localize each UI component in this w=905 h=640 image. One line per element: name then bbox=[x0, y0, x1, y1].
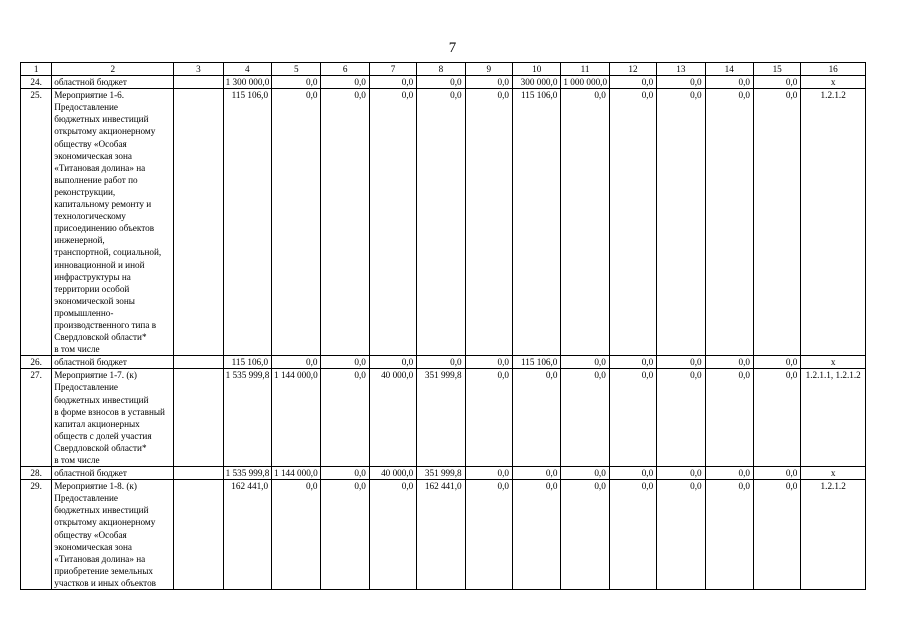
cell-col4: 115 106,0 bbox=[223, 89, 271, 356]
cell-col4: 1 535 999,8 bbox=[223, 467, 271, 480]
cell-col9: 0,0 bbox=[465, 89, 512, 356]
cell-col11: 0,0 bbox=[561, 480, 609, 590]
header-cell: 12 bbox=[609, 63, 656, 76]
cell-col10: 300 000,0 bbox=[513, 76, 561, 89]
table-row bbox=[21, 369, 866, 467]
cell-col5: 1 144 000,0 bbox=[272, 467, 321, 480]
row-number: 24. bbox=[21, 76, 52, 89]
header-cell: 7 bbox=[369, 63, 416, 76]
cell-col11: 0,0 bbox=[561, 89, 609, 356]
cell-col12: 0,0 bbox=[609, 369, 656, 467]
row-name bbox=[52, 76, 174, 89]
cell-col11: 0,0 bbox=[561, 369, 609, 467]
cell-col10: 0,0 bbox=[513, 467, 561, 480]
cell-col11: 1 000 000,0 bbox=[561, 76, 609, 89]
header-cell: 1 bbox=[21, 63, 52, 76]
cell-col16: 1.2.1.2 bbox=[801, 89, 866, 356]
cell-col5: 0,0 bbox=[272, 89, 321, 356]
row-number: 27. bbox=[21, 369, 52, 467]
header-cell: 6 bbox=[321, 63, 369, 76]
cell-col4: 1 300 000,0 bbox=[223, 76, 271, 89]
cell-col7: 0,0 bbox=[369, 480, 416, 590]
row-name-text: областной бюджет bbox=[54, 468, 127, 479]
cell-col5: 0,0 bbox=[272, 480, 321, 590]
cell-col10: 0,0 bbox=[513, 369, 561, 467]
cell-col15: 0,0 bbox=[753, 89, 800, 356]
cell-col3 bbox=[174, 480, 223, 590]
cell-col13: 0,0 bbox=[657, 480, 705, 590]
cell-col12: 0,0 bbox=[609, 467, 656, 480]
cell-col13: 0,0 bbox=[657, 76, 705, 89]
cell-col15: 0,0 bbox=[753, 369, 800, 467]
cell-col15: 0,0 bbox=[753, 467, 800, 480]
cell-col14: 0,0 bbox=[705, 89, 753, 356]
cell-col13: 0,0 bbox=[657, 467, 705, 480]
header-cell: 10 bbox=[513, 63, 561, 76]
cell-col6: 0,0 bbox=[321, 356, 369, 369]
cell-col10: 115 106,0 bbox=[513, 356, 561, 369]
table-row bbox=[21, 89, 866, 356]
cell-col15: 0,0 bbox=[753, 76, 800, 89]
table-row bbox=[21, 467, 866, 480]
row-name bbox=[52, 480, 174, 590]
cell-col8: 0,0 bbox=[417, 76, 465, 89]
cell-col5: 0,0 bbox=[272, 76, 321, 89]
row-name-text: Мероприятие 1-7. (к) Предоставление бюджетных инвестиций в форме взносов в уставный капитал акционерных обществ с долей участия Свердловской области* в том числе bbox=[54, 370, 165, 465]
cell-col16: x bbox=[801, 356, 866, 369]
header-cell: 14 bbox=[705, 63, 753, 76]
cell-col3 bbox=[174, 356, 223, 369]
cell-col8: 0,0 bbox=[417, 356, 465, 369]
cell-col13: 0,0 bbox=[657, 369, 705, 467]
cell-col13: 0,0 bbox=[657, 89, 705, 356]
cell-col6: 0,0 bbox=[321, 76, 369, 89]
row-name bbox=[52, 89, 174, 356]
header-cell: 16 bbox=[801, 63, 866, 76]
header-cell: 15 bbox=[753, 63, 800, 76]
cell-col8: 351 999,8 bbox=[417, 467, 465, 480]
cell-col4: 1 535 999,8 bbox=[223, 369, 271, 467]
cell-col13: 0,0 bbox=[657, 356, 705, 369]
cell-col15: 0,0 bbox=[753, 356, 800, 369]
cell-col15: 0,0 bbox=[753, 480, 800, 590]
cell-col14: 0,0 bbox=[705, 480, 753, 590]
cell-col16: x bbox=[801, 467, 866, 480]
row-name bbox=[52, 467, 174, 480]
cell-col7: 0,0 bbox=[369, 76, 416, 89]
cell-col7: 0,0 bbox=[369, 89, 416, 356]
cell-col9: 0,0 bbox=[465, 76, 512, 89]
header-cell: 11 bbox=[561, 63, 609, 76]
cell-col9: 0,0 bbox=[465, 467, 512, 480]
cell-col3 bbox=[174, 89, 223, 356]
row-name-text: областной бюджет bbox=[54, 357, 127, 368]
budget-table bbox=[20, 62, 866, 590]
cell-col8: 0,0 bbox=[417, 89, 465, 356]
cell-col12: 0,0 bbox=[609, 356, 656, 369]
cell-col14: 0,0 bbox=[705, 467, 753, 480]
cell-col12: 0,0 bbox=[609, 480, 656, 590]
row-name-text: Мероприятие 1-6. Предоставление бюджетных инвестиций открытому акционерному обществу «Особая экономическая зона «Титановая долина» на выполнение работ по реконструкции, капитальному ремонту и технологическому присоединению объектов инженерной, транспортной, социальной, инновационной и иной инфраструктуры на территории особой экономической зоны промышленно- производственного типа в Свердловской области* в том числе bbox=[54, 90, 162, 355]
cell-col7: 0,0 bbox=[369, 356, 416, 369]
row-name-text: областной бюджет bbox=[54, 77, 127, 88]
cell-col9: 0,0 bbox=[465, 356, 512, 369]
cell-col3 bbox=[174, 76, 223, 89]
cell-col16: 1.2.1.1, 1.2.1.2 bbox=[801, 369, 866, 467]
page-number: 7 bbox=[448, 40, 457, 56]
row-number: 25. bbox=[21, 89, 52, 356]
cell-col3 bbox=[174, 369, 223, 467]
cell-col3 bbox=[174, 467, 223, 480]
cell-col10: 115 106,0 bbox=[513, 89, 561, 356]
header-cell: 3 bbox=[174, 63, 223, 76]
cell-col5: 1 144 000,0 bbox=[272, 369, 321, 467]
cell-col6: 0,0 bbox=[321, 369, 369, 467]
row-name-text: Мероприятие 1-8. (к) Предоставление бюджетных инвестиций открытому акционерному обществу «Особая экономическая зона «Титановая долина» на приобретение земельных участков и иных объектов bbox=[54, 481, 157, 588]
header-cell: 8 bbox=[417, 63, 465, 76]
row-number: 26. bbox=[21, 356, 52, 369]
cell-col8: 351 999,8 bbox=[417, 369, 465, 467]
table-row bbox=[21, 480, 866, 590]
cell-col14: 0,0 bbox=[705, 369, 753, 467]
header-cell: 5 bbox=[272, 63, 321, 76]
cell-col9: 0,0 bbox=[465, 480, 512, 590]
header-cell: 13 bbox=[657, 63, 705, 76]
cell-col7: 40 000,0 bbox=[369, 369, 416, 467]
header-cell: 4 bbox=[223, 63, 271, 76]
cell-col4: 115 106,0 bbox=[223, 356, 271, 369]
row-name bbox=[52, 369, 174, 467]
cell-col16: x bbox=[801, 76, 866, 89]
cell-col14: 0,0 bbox=[705, 76, 753, 89]
cell-col11: 0,0 bbox=[561, 467, 609, 480]
row-name bbox=[52, 356, 174, 369]
table-row bbox=[21, 356, 866, 369]
cell-col14: 0,0 bbox=[705, 356, 753, 369]
row-number: 28. bbox=[21, 467, 52, 480]
cell-col10: 0,0 bbox=[513, 480, 561, 590]
cell-col16: 1.2.1.2 bbox=[801, 480, 866, 590]
cell-col6: 0,0 bbox=[321, 480, 369, 590]
cell-col8: 162 441,0 bbox=[417, 480, 465, 590]
cell-col5: 0,0 bbox=[272, 356, 321, 369]
header-cell: 9 bbox=[465, 63, 512, 76]
cell-col6: 0,0 bbox=[321, 467, 369, 480]
cell-col6: 0,0 bbox=[321, 89, 369, 356]
cell-col7: 40 000,0 bbox=[369, 467, 416, 480]
cell-col9: 0,0 bbox=[465, 369, 512, 467]
cell-col12: 0,0 bbox=[609, 89, 656, 356]
table-row bbox=[21, 76, 866, 89]
cell-col12: 0,0 bbox=[609, 76, 656, 89]
row-number: 29. bbox=[21, 480, 52, 590]
header-row bbox=[21, 63, 866, 76]
cell-col11: 0,0 bbox=[561, 356, 609, 369]
header-cell: 2 bbox=[52, 63, 174, 76]
cell-col4: 162 441,0 bbox=[223, 480, 271, 590]
